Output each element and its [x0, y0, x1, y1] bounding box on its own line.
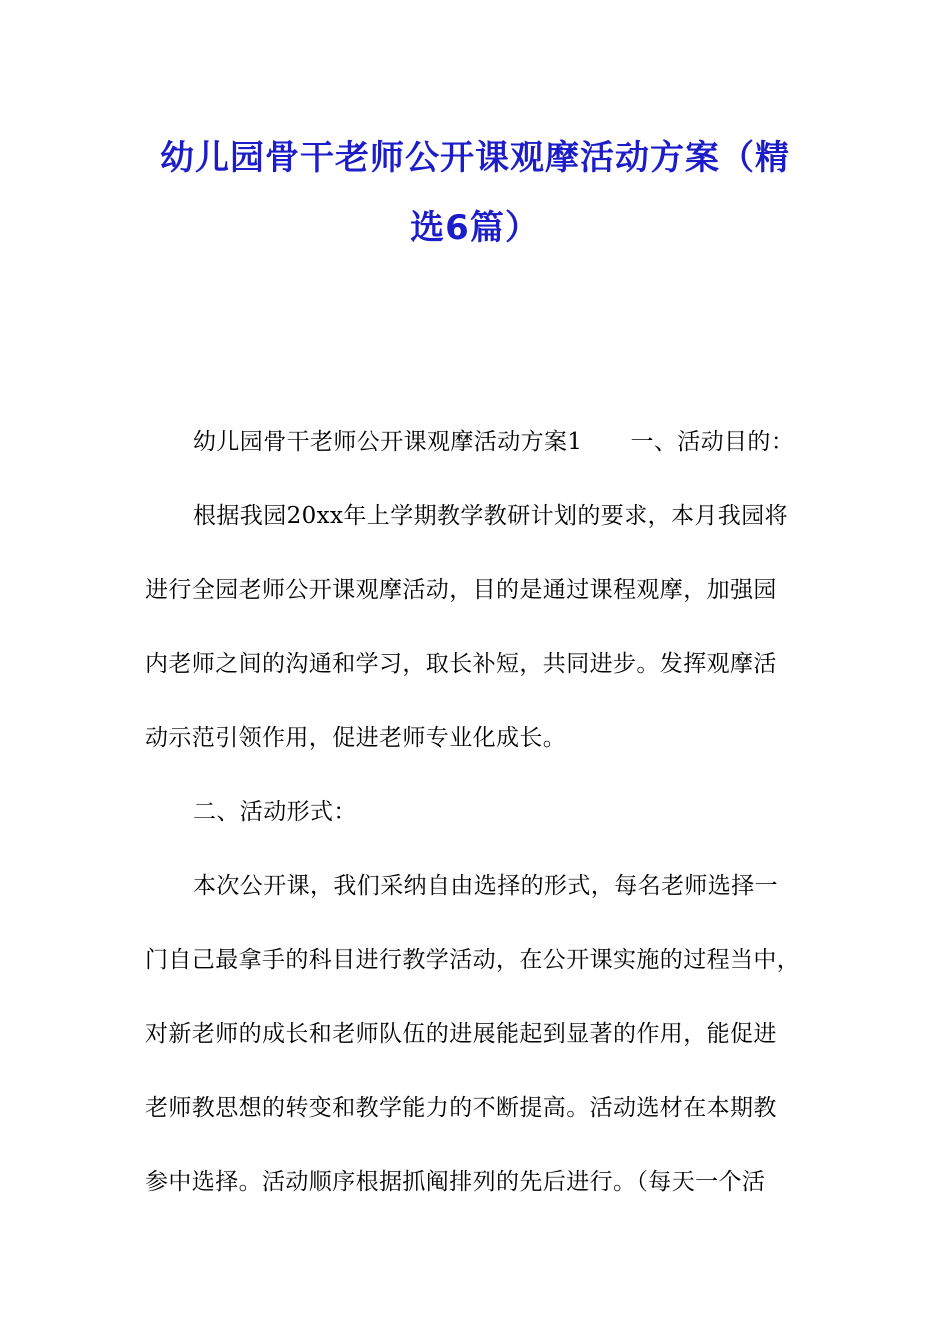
paragraph-1-line-2: 进行全园老师公开课观摩活动，目的是通过课程观摩，加强园: [145, 577, 777, 603]
paragraph-2-line-4: 老师教思想的转变和教学能力的不断提高。活动选材在本期教: [145, 1095, 777, 1121]
paragraph-2-line-5: 参中选择。活动顺序根据抓阄排列的先后进行。（每天一个活: [145, 1169, 766, 1195]
document-title-line-1: 幼儿园骨干老师公开课观摩活动方案（精: [160, 138, 790, 178]
paragraph-1-line-4: 动示范引领作用，促进老师专业化成长。: [145, 725, 567, 751]
section-heading-purpose: 一、活动目的：: [630, 429, 795, 455]
section-heading-line: [193, 423, 794, 456]
paragraph-2-line-1: 本次公开课，我们采纳自由选择的形式，每名老师选择一: [193, 873, 778, 899]
paragraph-2-line-2: 门自己最拿手的科目进行教学活动，在公开课实施的过程当中，: [145, 947, 801, 973]
paragraph-2-line-3: 对新老师的成长和老师队伍的进展能起到显著的作用，能促进: [145, 1021, 777, 1047]
section-heading-format: 二、活动形式：: [193, 799, 357, 825]
paragraph-1-line-1: 根据我园20xx年上学期教学教研计划的要求，本月我园将: [193, 503, 789, 529]
paragraph-1-line-3: 内老师之间的沟通和学习，取长补短，共同进步。发挥观摩活: [145, 651, 777, 677]
document-title-line-2: 选6篇）: [410, 208, 540, 248]
plan-heading: 幼儿园骨干老师公开课观摩活动方案1: [193, 429, 583, 455]
